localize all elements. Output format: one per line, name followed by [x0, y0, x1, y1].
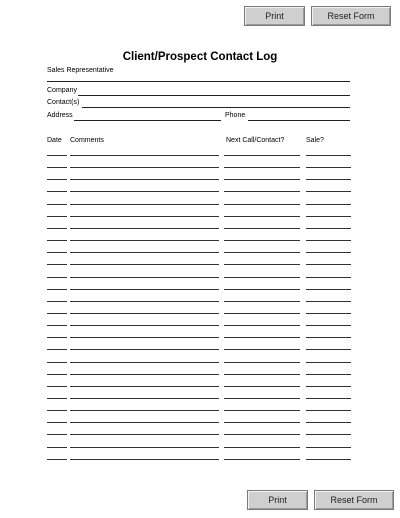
date-cell-line[interactable]	[47, 349, 67, 350]
comments-cell-line[interactable]	[70, 155, 219, 156]
date-cell-line[interactable]	[47, 362, 67, 363]
date-cell-line[interactable]	[47, 277, 67, 278]
contacts-line[interactable]	[82, 107, 350, 108]
next-contact-cell-line[interactable]	[224, 252, 300, 253]
date-cell-line[interactable]	[47, 216, 67, 217]
date-header: Date	[47, 137, 62, 144]
sale-cell-line[interactable]	[306, 264, 351, 265]
comments-cell-line[interactable]	[70, 313, 219, 314]
sale-cell-line[interactable]	[306, 228, 351, 229]
date-cell-line[interactable]	[47, 313, 67, 314]
phone-line[interactable]	[248, 120, 350, 121]
date-cell-line[interactable]	[47, 434, 67, 435]
date-cell-line[interactable]	[47, 410, 67, 411]
date-cell-line[interactable]	[47, 386, 67, 387]
sale-cell-line[interactable]	[306, 422, 351, 423]
sale-cell-line[interactable]	[306, 362, 351, 363]
next-contact-cell-line[interactable]	[224, 228, 300, 229]
date-cell-line[interactable]	[47, 398, 67, 399]
sale-cell-line[interactable]	[306, 447, 351, 448]
sale-cell-line[interactable]	[306, 216, 351, 217]
date-cell-line[interactable]	[47, 337, 67, 338]
date-cell-line[interactable]	[47, 191, 67, 192]
sale-cell-line[interactable]	[306, 277, 351, 278]
comments-header: Comments	[70, 137, 104, 144]
address-label: Address	[47, 112, 73, 119]
comments-cell-line[interactable]	[70, 410, 219, 411]
print-button-bottom[interactable]: Print	[247, 490, 308, 510]
sale-cell-line[interactable]	[306, 398, 351, 399]
reset-form-button-bottom[interactable]: Reset Form	[314, 490, 394, 510]
comments-cell-line[interactable]	[70, 386, 219, 387]
comments-cell-line[interactable]	[70, 264, 219, 265]
phone-label: Phone	[225, 112, 246, 119]
comments-cell-line[interactable]	[70, 325, 219, 326]
date-cell-line[interactable]	[47, 240, 67, 241]
form-title: Client/Prospect Contact Log	[122, 51, 278, 63]
sale-cell-line[interactable]	[306, 240, 351, 241]
date-cell-line[interactable]	[47, 167, 67, 168]
comments-cell-line[interactable]	[70, 422, 219, 423]
date-cell-line[interactable]	[47, 447, 67, 448]
sales-rep-label: Sales Representative	[47, 67, 114, 74]
sale-cell-line[interactable]	[306, 252, 351, 253]
sales-rep-line[interactable]	[47, 81, 350, 82]
sale-cell-line[interactable]	[306, 374, 351, 375]
sale-cell-line[interactable]	[306, 386, 351, 387]
next-contact-cell-line[interactable]	[224, 155, 300, 156]
address-line[interactable]	[74, 120, 221, 121]
next-contact-cell-line[interactable]	[224, 167, 300, 168]
sale-cell-line[interactable]	[306, 301, 351, 302]
comments-cell-line[interactable]	[70, 374, 219, 375]
next-contact-cell-line[interactable]	[224, 264, 300, 265]
comments-cell-line[interactable]	[70, 349, 219, 350]
next-contact-cell-line[interactable]	[224, 179, 300, 180]
comments-cell-line[interactable]	[70, 362, 219, 363]
date-cell-line[interactable]	[47, 422, 67, 423]
date-cell-line[interactable]	[47, 179, 67, 180]
date-cell-line[interactable]	[47, 228, 67, 229]
sale-cell-line[interactable]	[306, 313, 351, 314]
next-contact-cell-line[interactable]	[224, 301, 300, 302]
comments-cell-line[interactable]	[70, 337, 219, 338]
comments-cell-line[interactable]	[70, 191, 219, 192]
next-contact-cell-line[interactable]	[224, 204, 300, 205]
next-contact-cell-line[interactable]	[224, 240, 300, 241]
next-contact-cell-line[interactable]	[224, 459, 300, 460]
next-contact-cell-line[interactable]	[224, 337, 300, 338]
next-contact-cell-line[interactable]	[224, 277, 300, 278]
next-contact-cell-line[interactable]	[224, 289, 300, 290]
date-cell-line[interactable]	[47, 301, 67, 302]
sale-cell-line[interactable]	[306, 167, 351, 168]
contacts-label: Contact(s)	[47, 99, 80, 106]
sale-cell-line[interactable]	[306, 434, 351, 435]
date-cell-line[interactable]	[47, 459, 67, 460]
comments-cell-line[interactable]	[70, 204, 219, 205]
next-contact-cell-line[interactable]	[224, 191, 300, 192]
next-contact-cell-line[interactable]	[224, 447, 300, 448]
sale-cell-line[interactable]	[306, 325, 351, 326]
sale-cell-line[interactable]	[306, 191, 351, 192]
date-cell-line[interactable]	[47, 252, 67, 253]
comments-cell-line[interactable]	[70, 240, 219, 241]
date-cell-line[interactable]	[47, 289, 67, 290]
next-contact-cell-line[interactable]	[224, 325, 300, 326]
date-cell-line[interactable]	[47, 374, 67, 375]
date-cell-line[interactable]	[47, 325, 67, 326]
comments-cell-line[interactable]	[70, 434, 219, 435]
next-contact-cell-line[interactable]	[224, 349, 300, 350]
comments-cell-line[interactable]	[70, 301, 219, 302]
comments-cell-line[interactable]	[70, 398, 219, 399]
next-contact-cell-line[interactable]	[224, 398, 300, 399]
sale-cell-line[interactable]	[306, 289, 351, 290]
next-contact-cell-line[interactable]	[224, 386, 300, 387]
comments-cell-line[interactable]	[70, 459, 219, 460]
sale-header: Sale?	[306, 137, 324, 144]
comments-cell-line[interactable]	[70, 289, 219, 290]
sale-cell-line[interactable]	[306, 179, 351, 180]
company-label: Company	[47, 87, 77, 94]
sale-cell-line[interactable]	[306, 337, 351, 338]
next-contact-cell-line[interactable]	[224, 374, 300, 375]
next-contact-cell-line[interactable]	[224, 216, 300, 217]
next-contact-cell-line[interactable]	[224, 422, 300, 423]
sale-cell-line[interactable]	[306, 349, 351, 350]
next-contact-header: Next Call/Contact?	[226, 137, 285, 144]
next-contact-cell-line[interactable]	[224, 313, 300, 314]
sale-cell-line[interactable]	[306, 459, 351, 460]
comments-cell-line[interactable]	[70, 252, 219, 253]
comments-cell-line[interactable]	[70, 277, 219, 278]
comments-cell-line[interactable]	[70, 216, 219, 217]
print-button-top[interactable]: Print	[244, 6, 305, 26]
next-contact-cell-line[interactable]	[224, 410, 300, 411]
company-line[interactable]	[78, 95, 350, 96]
comments-cell-line[interactable]	[70, 447, 219, 448]
date-cell-line[interactable]	[47, 264, 67, 265]
comments-cell-line[interactable]	[70, 179, 219, 180]
date-cell-line[interactable]	[47, 204, 67, 205]
comments-cell-line[interactable]	[70, 228, 219, 229]
date-cell-line[interactable]	[47, 155, 67, 156]
next-contact-cell-line[interactable]	[224, 362, 300, 363]
comments-cell-line[interactable]	[70, 167, 219, 168]
sale-cell-line[interactable]	[306, 410, 351, 411]
reset-form-button-top[interactable]: Reset Form	[311, 6, 391, 26]
sale-cell-line[interactable]	[306, 204, 351, 205]
sale-cell-line[interactable]	[306, 155, 351, 156]
next-contact-cell-line[interactable]	[224, 434, 300, 435]
